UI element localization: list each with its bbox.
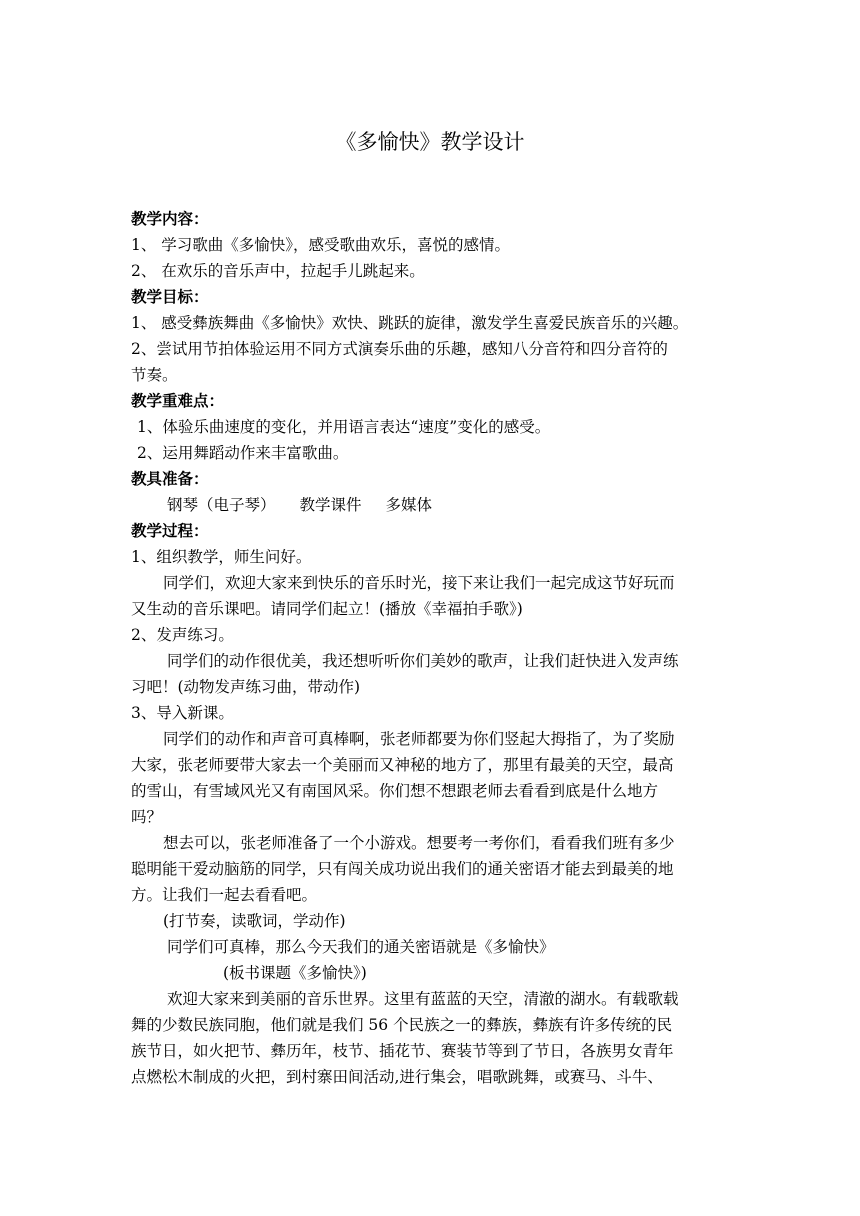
content-item-1: 1、 学习歌曲《多愉快》，感受歌曲欢乐，喜悦的感情。 xyxy=(131,236,511,254)
section-heading-tools: 教具准备： xyxy=(131,470,209,488)
tools-list xyxy=(131,492,741,518)
section-heading-keypoints: 教学重难点： xyxy=(131,392,225,410)
paragraph-line: 吗？ xyxy=(131,808,163,826)
tool-item: 多媒体 xyxy=(385,496,433,514)
section-heading-content: 教学内容： xyxy=(131,210,209,228)
paragraph-line: 点燃松木制成的火把，到村寨田间活动,进行集会，唱歌跳舞，或赛马、斗牛、 xyxy=(131,1068,663,1086)
stage-direction: (打节奏，读歌词，学动作) xyxy=(163,912,346,930)
paragraph-line: 舞的少数民族同胞，他们就是我们 56 个民族之一的彝族，彝族有许多传统的民 xyxy=(131,1016,673,1034)
paragraph-line: 同学们的动作和声音可真棒啊，张老师都要为你们竖起大拇指了，为了奖励 xyxy=(163,730,675,748)
board-note: (板书课题《多愉快》) xyxy=(223,964,367,982)
paragraph-line: 同学们的动作很优美，我还想听听你们美妙的歌声，让我们赶快进入发声练 xyxy=(167,652,679,670)
content-item-2: 2、 在欢乐的音乐声中，拉起手儿跳起来。 xyxy=(131,262,425,280)
paragraph-line: 欢迎大家来到美丽的音乐世界。这里有蓝蓝的天空，清澈的湖水。有载歌载 xyxy=(167,990,679,1008)
goal-item-2-line-2: 节奏。 xyxy=(131,366,178,384)
paragraph-line: 方。让我们一起去看看吧。 xyxy=(131,886,318,904)
document-title: 《多愉快》教学设计 xyxy=(335,130,525,154)
tool-item: 钢琴（电子琴） xyxy=(167,496,276,514)
section-heading-process: 教学过程： xyxy=(131,522,209,540)
keypoint-item-1: 1、体验乐曲速度的变化，并用语言表达“速度”变化的感受。 xyxy=(137,418,551,436)
process-step-3: 3、导入新课。 xyxy=(131,704,234,722)
paragraph-line: 大家，张老师要带大家去一个美丽而又神秘的地方了，那里有最美的天空，最高 xyxy=(131,756,674,774)
goal-item-2-line-1: 2、尝试用节拍体验运用不同方式演奏乐曲的乐趣，感知八分音符和四分音符的 xyxy=(131,340,668,358)
paragraph-line: 族节日，如火把节、彝历年，枝节、插花节、赛装节等到了节日，各族男女青年 xyxy=(131,1042,674,1060)
paragraph-line: 同学们，欢迎大家来到快乐的音乐时光，接下来让我们一起完成这节好玩而 xyxy=(163,574,675,592)
process-step-2: 2、发声练习。 xyxy=(131,626,234,644)
paragraph-line: 习吧！(动物发声练习曲，带动作) xyxy=(131,678,361,696)
keypoint-item-2: 2、运用舞蹈动作来丰富歌曲。 xyxy=(137,444,349,462)
paragraph-line: 同学们可真棒，那么今天我们的通关密语就是《多愉快》 xyxy=(167,938,555,956)
tool-item: 教学课件 xyxy=(299,496,362,514)
paragraph-line: 聪明能干爱动脑筋的同学，只有闯关成功说出我们的通关密语才能去到最美的地 xyxy=(131,860,674,878)
paragraph-line: 又生动的音乐课吧。请同学们起立！(播放《幸福拍手歌》) xyxy=(131,600,523,618)
paragraph-line: 想去可以，张老师准备了一个小游戏。想要考一考你们，看看我们班有多少 xyxy=(163,834,675,852)
document-body xyxy=(131,206,741,1090)
goal-item-1: 1、 感受彝族舞曲《多愉快》欢快、跳跃的旋律，激发学生喜爱民族音乐的兴趣。 xyxy=(131,314,689,332)
section-heading-goals: 教学目标： xyxy=(131,288,209,306)
paragraph-line: 的雪山，有雪域风光又有南国风采。你们想不想跟老师去看看到底是什么地方 xyxy=(131,782,659,800)
process-step-1: 1、组织教学，师生问好。 xyxy=(131,548,312,566)
